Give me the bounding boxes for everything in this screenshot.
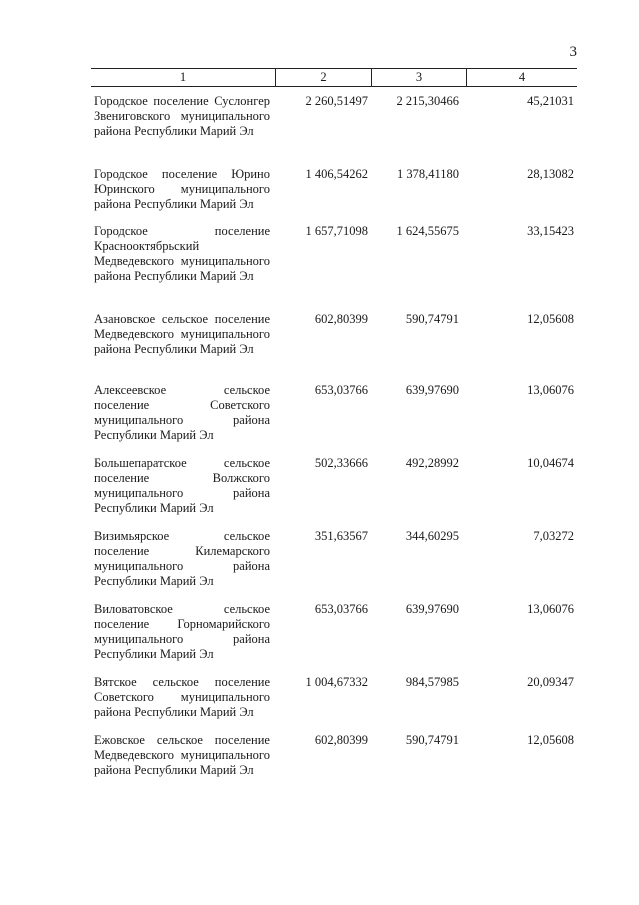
settlement-name: Ежовское сельское поселение Медведевского муниципального района Республики Марий Эл bbox=[94, 733, 270, 777]
value-col-4: 13,06076 bbox=[527, 383, 574, 397]
settlement-name: Вятское сельское поселение Советского муниципального района Республики Марий Эл bbox=[94, 675, 270, 719]
settlement-name: Виловатовское сельское поселение Горномарийского муниципального района Республики Марий Эл bbox=[94, 602, 270, 661]
value-col-2: 653,03766 bbox=[314, 602, 368, 616]
value-col-4: 12,05608 bbox=[527, 733, 574, 747]
header-col-4: 4 bbox=[466, 69, 577, 86]
settlement-name: Городское поселение Юрино Юринского муниципального района Республики Марий Эл bbox=[94, 167, 270, 211]
settlement-name: Городское поселение Суслонгер Звениговского муниципального района Республики Марий Эл bbox=[94, 94, 270, 138]
page-number: 3 bbox=[569, 44, 577, 60]
value-col-4: 45,21031 bbox=[527, 94, 574, 108]
value-col-4: 13,06076 bbox=[527, 602, 574, 616]
value-col-4: 10,04674 bbox=[527, 456, 574, 470]
value-col-3: 1 624,55675 bbox=[396, 224, 459, 238]
settlement-name: Алексеевское сельское поселение Советского муниципального района Республики Марий Эл bbox=[94, 383, 270, 442]
value-col-3: 590,74791 bbox=[405, 733, 459, 747]
value-col-4: 33,15423 bbox=[527, 224, 574, 238]
value-col-2: 2 260,51497 bbox=[305, 94, 368, 108]
value-col-2: 602,80399 bbox=[314, 312, 368, 326]
value-col-3: 1 378,41180 bbox=[396, 167, 459, 181]
header-col-2: 2 bbox=[275, 69, 371, 86]
settlement-name: Азановское сельское поселение Медведевского муниципального района Республики Марий Эл bbox=[94, 312, 270, 356]
value-col-4: 12,05608 bbox=[527, 312, 574, 326]
value-col-2: 653,03766 bbox=[314, 383, 368, 397]
value-col-3: 639,97690 bbox=[405, 383, 459, 397]
value-col-2: 602,80399 bbox=[314, 733, 368, 747]
settlement-name: Визимьярское сельское поселение Килемарского муниципального района Республики Марий Эл bbox=[94, 529, 270, 588]
value-col-3: 492,28992 bbox=[405, 456, 459, 470]
value-col-2: 1 657,71098 bbox=[305, 224, 368, 238]
value-col-3: 2 215,30466 bbox=[396, 94, 459, 108]
value-col-4: 20,09347 bbox=[527, 675, 574, 689]
value-col-2: 502,33666 bbox=[314, 456, 368, 470]
data-table bbox=[91, 68, 577, 777]
value-col-3: 639,97690 bbox=[405, 602, 459, 616]
table-header bbox=[91, 68, 577, 87]
value-col-2: 1 406,54262 bbox=[305, 167, 368, 181]
value-col-3: 344,60295 bbox=[405, 529, 459, 543]
header-col-3: 3 bbox=[371, 69, 466, 86]
value-col-4: 7,03272 bbox=[533, 529, 574, 543]
value-col-2: 1 004,67332 bbox=[305, 675, 368, 689]
value-col-2: 351,63567 bbox=[314, 529, 368, 543]
header-col-1: 1 bbox=[179, 70, 187, 84]
value-col-4: 28,13082 bbox=[527, 167, 574, 181]
value-col-3: 590,74791 bbox=[405, 312, 459, 326]
settlement-name: Городское поселение Краснооктябрьский Медведевского муниципального района Республики Марий Эл bbox=[94, 224, 270, 283]
value-col-3: 984,57985 bbox=[405, 675, 459, 689]
settlement-name: Большепаратское сельское поселение Волжского муниципального района Республики Марий Эл bbox=[94, 456, 270, 515]
